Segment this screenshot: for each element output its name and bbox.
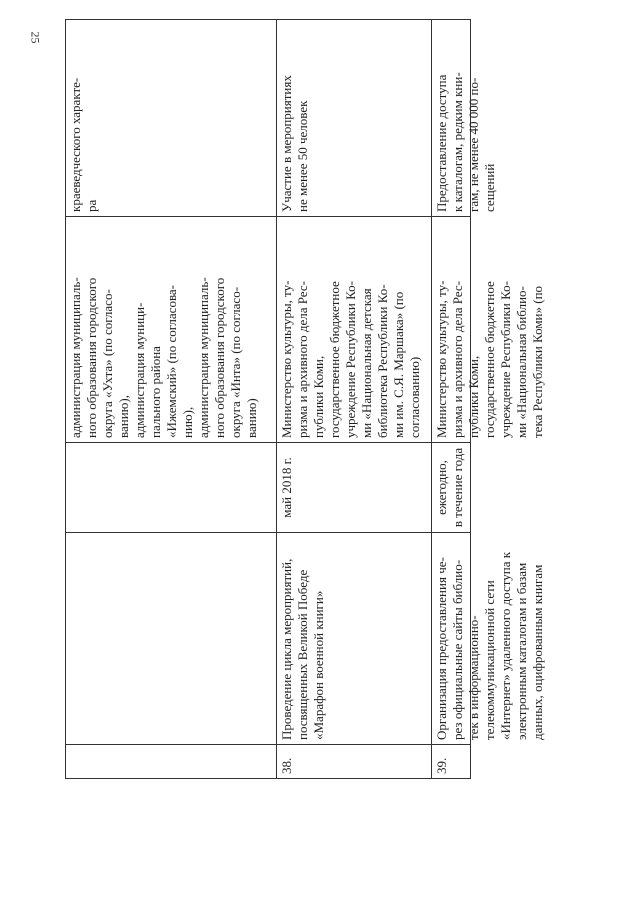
text-line: публики Коми,	[311, 355, 326, 438]
text-line: администрация муници-	[132, 302, 147, 438]
text-line: телекоммуникационной сети	[482, 580, 497, 740]
cell-result	[432, 19, 497, 217]
cell-executor	[66, 217, 276, 443]
cell-executor	[432, 217, 545, 443]
text-line: государственное бюджетное	[327, 281, 342, 438]
text-line: электронным каталогам и базам	[514, 562, 529, 740]
cell-number	[277, 745, 431, 779]
cell-event	[432, 533, 545, 745]
text-line: ванию)	[244, 398, 259, 438]
text-line: краеведческого характе-	[68, 77, 83, 212]
text-line: округа «Инта» (по согласо-	[228, 286, 243, 438]
text-line: тек в информационно-	[466, 615, 481, 740]
text-line: ми им. С.Я. Маршака» (по	[391, 291, 406, 438]
row-number: 39.	[434, 757, 449, 774]
rotated-table-area	[65, 19, 545, 779]
text-line: администрация муниципаль-	[68, 277, 83, 438]
text-line: «Ижемский» (по согласова-	[164, 284, 179, 438]
text-line: Организация предоставления че-	[434, 557, 449, 740]
text-line: округа «Ухта» (по согласо-	[100, 289, 115, 438]
text-line: ризма и архивного дела Рес-	[295, 281, 310, 438]
table-row	[276, 19, 431, 779]
text-line: май 2018 г.	[279, 457, 294, 518]
text-line: данных, оцифрованным книгам	[530, 564, 545, 740]
text-line: «Интернет» удаленного доступа к	[498, 551, 513, 740]
text-line: ванию),	[116, 395, 131, 438]
text-line: ризма и архивного дела Рес-	[450, 281, 465, 438]
table-row	[66, 19, 276, 779]
cell-date	[277, 443, 431, 533]
text-line: не менее 50 человек	[295, 100, 310, 212]
text-line: ми «Национальная детская	[359, 288, 374, 438]
text-line: гам, не менее 40 000 по-	[466, 77, 481, 212]
text-line: «Марафон военной книги»	[311, 590, 326, 740]
text-line: учреждение Республики Ко-	[343, 281, 358, 438]
text-line: библиотека Республики Ко-	[375, 284, 390, 438]
text-line: посвященных Великой Победе	[295, 569, 310, 740]
text-line: тека Республики Коми» (по	[530, 285, 545, 438]
cell-number	[66, 745, 276, 779]
cell-result	[277, 19, 431, 217]
table-row	[431, 19, 545, 779]
text-line: Участие в мероприятиях	[279, 75, 294, 212]
text-line: государственное бюджетное	[482, 281, 497, 438]
cell-event	[277, 533, 431, 745]
page-number: 25	[28, 31, 43, 44]
text-line: Министерство культуры, ту-	[434, 280, 449, 438]
text-line: согласованию)	[407, 356, 422, 438]
text-line: публики Коми,	[466, 355, 481, 438]
text-line: Проведение цикла мероприятий,	[279, 558, 294, 740]
cell-result	[66, 19, 276, 217]
text-line: ного образования городского	[84, 277, 99, 438]
row-number: 38.	[279, 757, 294, 774]
text-line: Министерство культуры, ту-	[279, 280, 294, 438]
text-line: ми «Национальная библио-	[514, 286, 529, 438]
text-line: ного образования городского	[212, 277, 227, 438]
cell-executor	[277, 217, 431, 443]
text-line: учреждение Республики Ко-	[498, 281, 513, 438]
text-line: рез официальные сайты библио-	[450, 559, 465, 740]
activity-table	[65, 19, 545, 779]
cell-date	[432, 443, 470, 533]
text-line: нию),	[180, 406, 195, 438]
text-line: к каталогам, редким кни-	[450, 72, 465, 212]
cell-date	[66, 443, 276, 533]
text-line: сещений	[482, 163, 497, 212]
text-line: Предоставление доступа	[434, 74, 449, 212]
text-line: ежегодно,	[434, 460, 449, 515]
text-line: администрация муниципаль-	[196, 277, 211, 438]
cell-event	[66, 533, 276, 745]
text-line: ра	[84, 199, 99, 212]
text-line: в течение года	[450, 447, 465, 528]
text-line: пального района	[148, 346, 163, 438]
cell-number	[432, 745, 470, 779]
